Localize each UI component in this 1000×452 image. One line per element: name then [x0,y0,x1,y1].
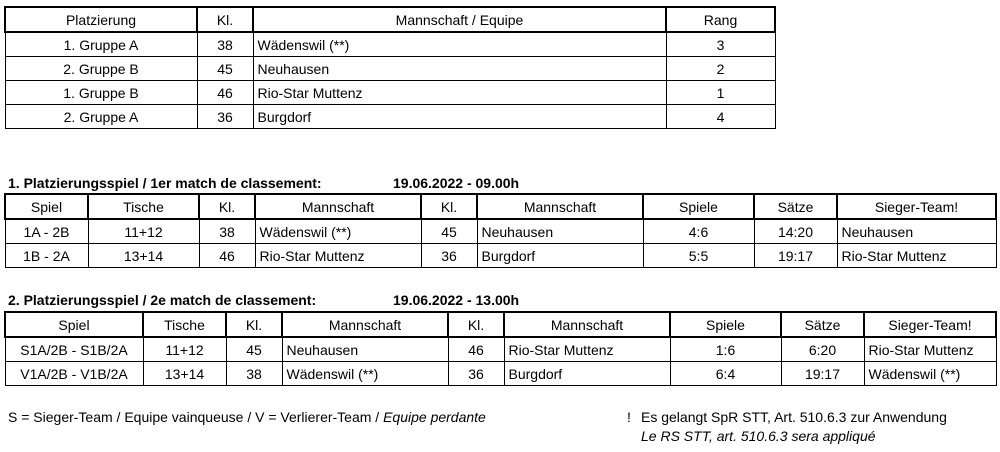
match1-title: 1. Platzierungsspiel / 1er match de classement: [8,175,322,191]
cell-mannschaft: Wädenswil (**) [253,32,666,57]
table-row [5,81,775,105]
cell-saetze: 6:20 [781,337,864,362]
cell-sieger: Rio-Star Muttenz [837,244,996,268]
header-kl: Kl. [448,312,504,337]
cell-kl: 46 [448,337,504,362]
header-sieger: Sieger-Team! [837,194,996,219]
cell-mannschaft: Burgdorf [253,105,666,129]
header-mannschaft: Mannschaft [282,312,448,337]
table-row [5,362,996,386]
cell-spiele: 1:6 [670,337,781,362]
header-platzierung: Platzierung [5,7,197,32]
table-row [5,105,775,129]
match2-datetime: 19.06.2022 - 13.00h [393,292,520,308]
header-tische: Tische [88,194,199,219]
cell-kl: 46 [197,81,253,105]
cell-mannschaft: Rio-Star Muttenz [253,81,666,105]
header-rang: Rang [666,7,775,32]
table-row [5,337,996,362]
legend-plain: S = Sieger-Team / Equipe vainqueuse / V = Verlierer-Team / [8,409,384,425]
header-spiel: Spiel [5,194,88,219]
cell-mannschaft: Wädenswil (**) [255,219,421,244]
legend-italic: Equipe perdante [383,409,486,425]
header-kl: Kl. [199,194,255,219]
cell-spiel: 1B - 2A [5,244,88,268]
cell-tische: 11+12 [88,219,199,244]
cell-rang: 4 [666,105,775,129]
cell-spiel: S1A/2B - S1B/2A [5,337,143,362]
cell-mannschaft: Wädenswil (**) [282,362,448,386]
table-row [5,32,775,57]
header-saetze: Sätze [754,194,837,219]
cell-mannschaft: Neuhausen [282,337,448,362]
cell-kl: 36 [448,362,504,386]
header-mannschaft: Mannschaft [477,194,643,219]
header-spiele: Spiele [643,194,754,219]
note-line-2-text: Le RS STT, art. 510.6.3 sera appliqué [641,428,876,444]
cell-mannschaft: Burgdorf [504,362,670,386]
cell-tische: 13+14 [88,244,199,268]
cell-saetze: 19:17 [754,244,837,268]
cell-kl: 45 [226,337,282,362]
table-row [5,244,996,268]
header-mannschaft: Mannschaft / Equipe [253,7,666,32]
note-mark: ! [627,409,631,425]
header-sieger: Sieger-Team! [864,312,996,337]
cell-kl: 38 [226,362,282,386]
legend-text [8,409,486,425]
header-saetze: Sätze [781,312,864,337]
header-mannschaft: Mannschaft [504,312,670,337]
table-header-row [5,194,996,219]
cell-mannschaft: Rio-Star Muttenz [504,337,670,362]
table-header-row [5,312,996,337]
cell-spiele: 5:5 [643,244,754,268]
cell-platzierung: 2. Gruppe A [5,105,197,129]
header-mannschaft: Mannschaft [255,194,421,219]
cell-kl: 45 [197,57,253,81]
cell-kl: 46 [199,244,255,268]
cell-tische: 11+12 [143,337,226,362]
cell-saetze: 19:17 [781,362,864,386]
cell-kl: 45 [421,219,477,244]
header-tische: Tische [143,312,226,337]
cell-platzierung: 2. Gruppe B [5,57,197,81]
note-line-1: Es gelangt SpR STT, Art. 510.6.3 zur Anwendung [641,409,947,425]
cell-mannschaft: Neuhausen [477,219,643,244]
cell-rang: 1 [666,81,775,105]
cell-mannschaft: Rio-Star Muttenz [255,244,421,268]
cell-mannschaft: Burgdorf [477,244,643,268]
cell-kl: 38 [199,219,255,244]
cell-sieger: Rio-Star Muttenz [864,337,996,362]
cell-tische: 13+14 [143,362,226,386]
cell-kl: 38 [197,32,253,57]
table-header-row [5,7,775,32]
match1-datetime: 19.06.2022 - 09.00h [393,175,520,191]
cell-rang: 2 [666,57,775,81]
cell-mannschaft: Neuhausen [253,57,666,81]
match2-table [4,311,997,386]
cell-platzierung: 1. Gruppe A [5,32,197,57]
cell-spiel: 1A - 2B [5,219,88,244]
header-spiele: Spiele [670,312,781,337]
header-kl: Kl. [226,312,282,337]
cell-spiele: 4:6 [643,219,754,244]
cell-sieger: Wädenswil (**) [864,362,996,386]
cell-saetze: 14:20 [754,219,837,244]
table-row [5,57,775,81]
match1-table [4,193,997,268]
header-kl: Kl. [197,7,253,32]
header-spiel: Spiel [5,312,143,337]
cell-kl: 36 [421,244,477,268]
cell-kl: 36 [197,105,253,129]
cell-spiele: 6:4 [670,362,781,386]
standings-table [4,6,776,129]
note-line-2 [641,428,876,444]
match2-title: 2. Platzierungsspiel / 2e match de classement: [8,292,317,308]
cell-sieger: Neuhausen [837,219,996,244]
cell-spiel: V1A/2B - V1B/2A [5,362,143,386]
header-kl: Kl. [421,194,477,219]
table-row [5,219,996,244]
cell-rang: 3 [666,32,775,57]
cell-platzierung: 1. Gruppe B [5,81,197,105]
